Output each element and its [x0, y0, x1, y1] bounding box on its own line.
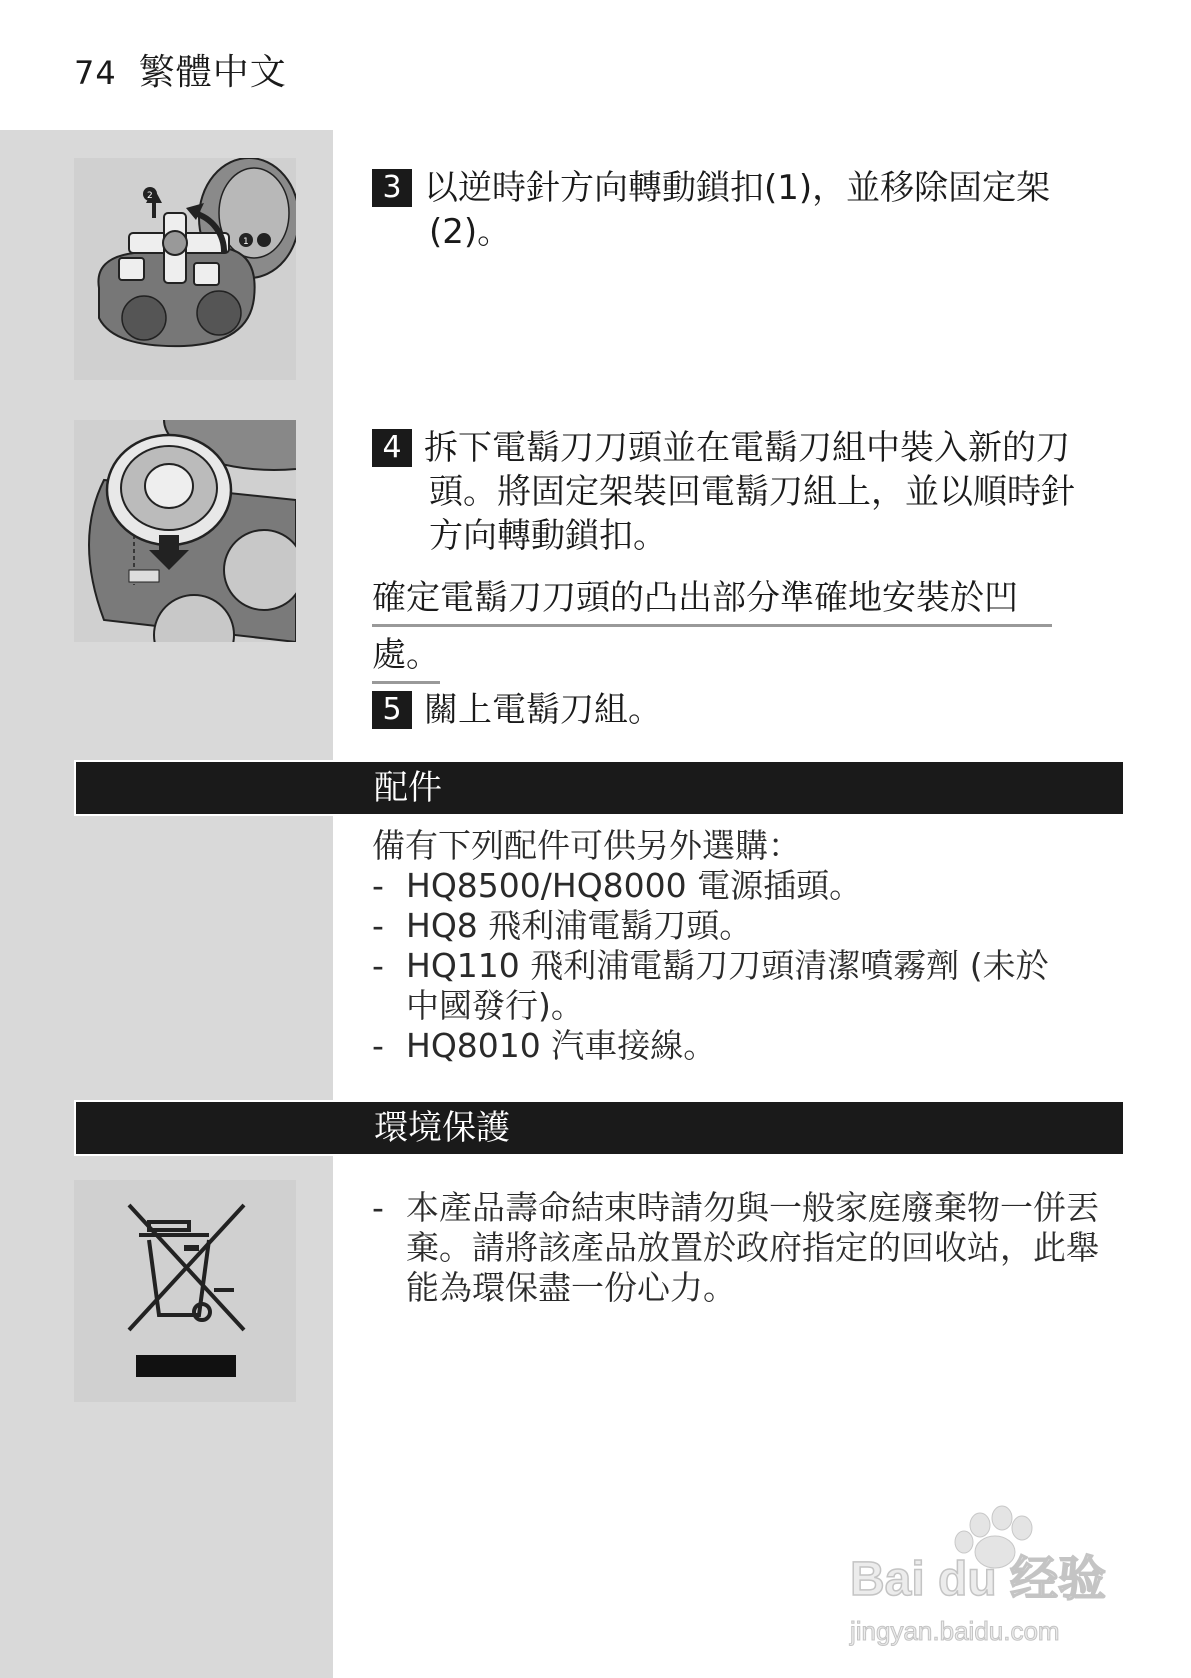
list-item-text: 本產品壽命結束時請勿與一般家庭廢棄物一併丟棄。請將該產品放置於政府指定的回收站，此舉能為環保盡一份心力。 — [406, 1188, 1099, 1307]
list-bullet: - — [372, 1026, 384, 1065]
step-text: 以逆時針方向轉動鎖扣(1)，並移除固定架 — [424, 168, 1051, 208]
note-line: 處。 — [372, 633, 440, 684]
figure-pointer — [296, 1190, 333, 1230]
list-item-text: HQ8 飛利浦電鬍刀頭。 — [406, 906, 753, 945]
list-item — [372, 906, 1112, 946]
step-text: 拆下電鬍刀刀頭並在電鬍刀組中裝入新的刀 — [424, 428, 1070, 468]
note-line: 確定電鬍刀刀頭的凸出部分準確地安裝於凹 — [372, 576, 1052, 627]
list-item-text: HQ8010 汽車接線。 — [406, 1026, 717, 1065]
list-bullet: - — [372, 866, 384, 905]
step-3 — [372, 166, 1122, 254]
page-header — [74, 44, 287, 95]
list-bullet: - — [372, 906, 384, 945]
list-item — [372, 1188, 1112, 1308]
page-number: 74 — [74, 54, 117, 92]
list-item — [372, 1026, 1112, 1066]
step-number: 3 — [372, 169, 412, 207]
svg-text:1: 1 — [243, 237, 249, 247]
watermark-brand: Bai du 经验 — [850, 1553, 1107, 1606]
list-item-text: HQ8500/HQ8000 電源插頭。 — [406, 866, 863, 905]
environment-list — [372, 1188, 1142, 1308]
crossed-out-bin-icon — [74, 1180, 296, 1402]
step-text-continued: 方向轉動鎖扣。 — [429, 516, 667, 556]
illustration-unlock-retainer — [74, 158, 296, 380]
section-header-environment — [74, 1100, 1125, 1156]
list-bullet: - — [372, 1188, 384, 1227]
step-text: 關上電鬍刀組。 — [424, 690, 662, 730]
list-bullet: - — [372, 946, 384, 985]
accessories-intro: 備有下列配件可供另外選購： — [372, 826, 801, 865]
language-title: 繁體中文 — [138, 52, 287, 93]
accessories-list — [372, 826, 1112, 1066]
list-item — [372, 866, 1112, 906]
figure-pointer — [296, 168, 333, 208]
section-header-accessories — [74, 760, 1125, 816]
watermark-url: jingyan.baidu.com — [850, 1616, 1060, 1646]
step-text-continued: (2)。 — [429, 212, 512, 252]
list-item-text: HQ110 飛利浦電鬍刀刀頭清潔噴霧劑 (未於中國發行)。 — [406, 946, 1049, 1025]
section-title: 配件 — [374, 768, 442, 808]
step-number: 5 — [372, 691, 412, 729]
section-title: 環境保護 — [374, 1108, 510, 1148]
step-number: 4 — [372, 429, 412, 467]
list-item — [372, 946, 1112, 1026]
step-text-continued: 頭。將固定架裝回電鬍刀組上，並以順時針 — [429, 472, 1075, 512]
step-5 — [372, 688, 1122, 732]
note — [372, 576, 1062, 684]
step-4 — [372, 426, 1122, 558]
svg-text:2: 2 — [147, 191, 153, 201]
figure-pointer — [296, 430, 333, 470]
baidu-watermark — [840, 1500, 1140, 1660]
illustration-replace-cutter — [74, 420, 296, 642]
